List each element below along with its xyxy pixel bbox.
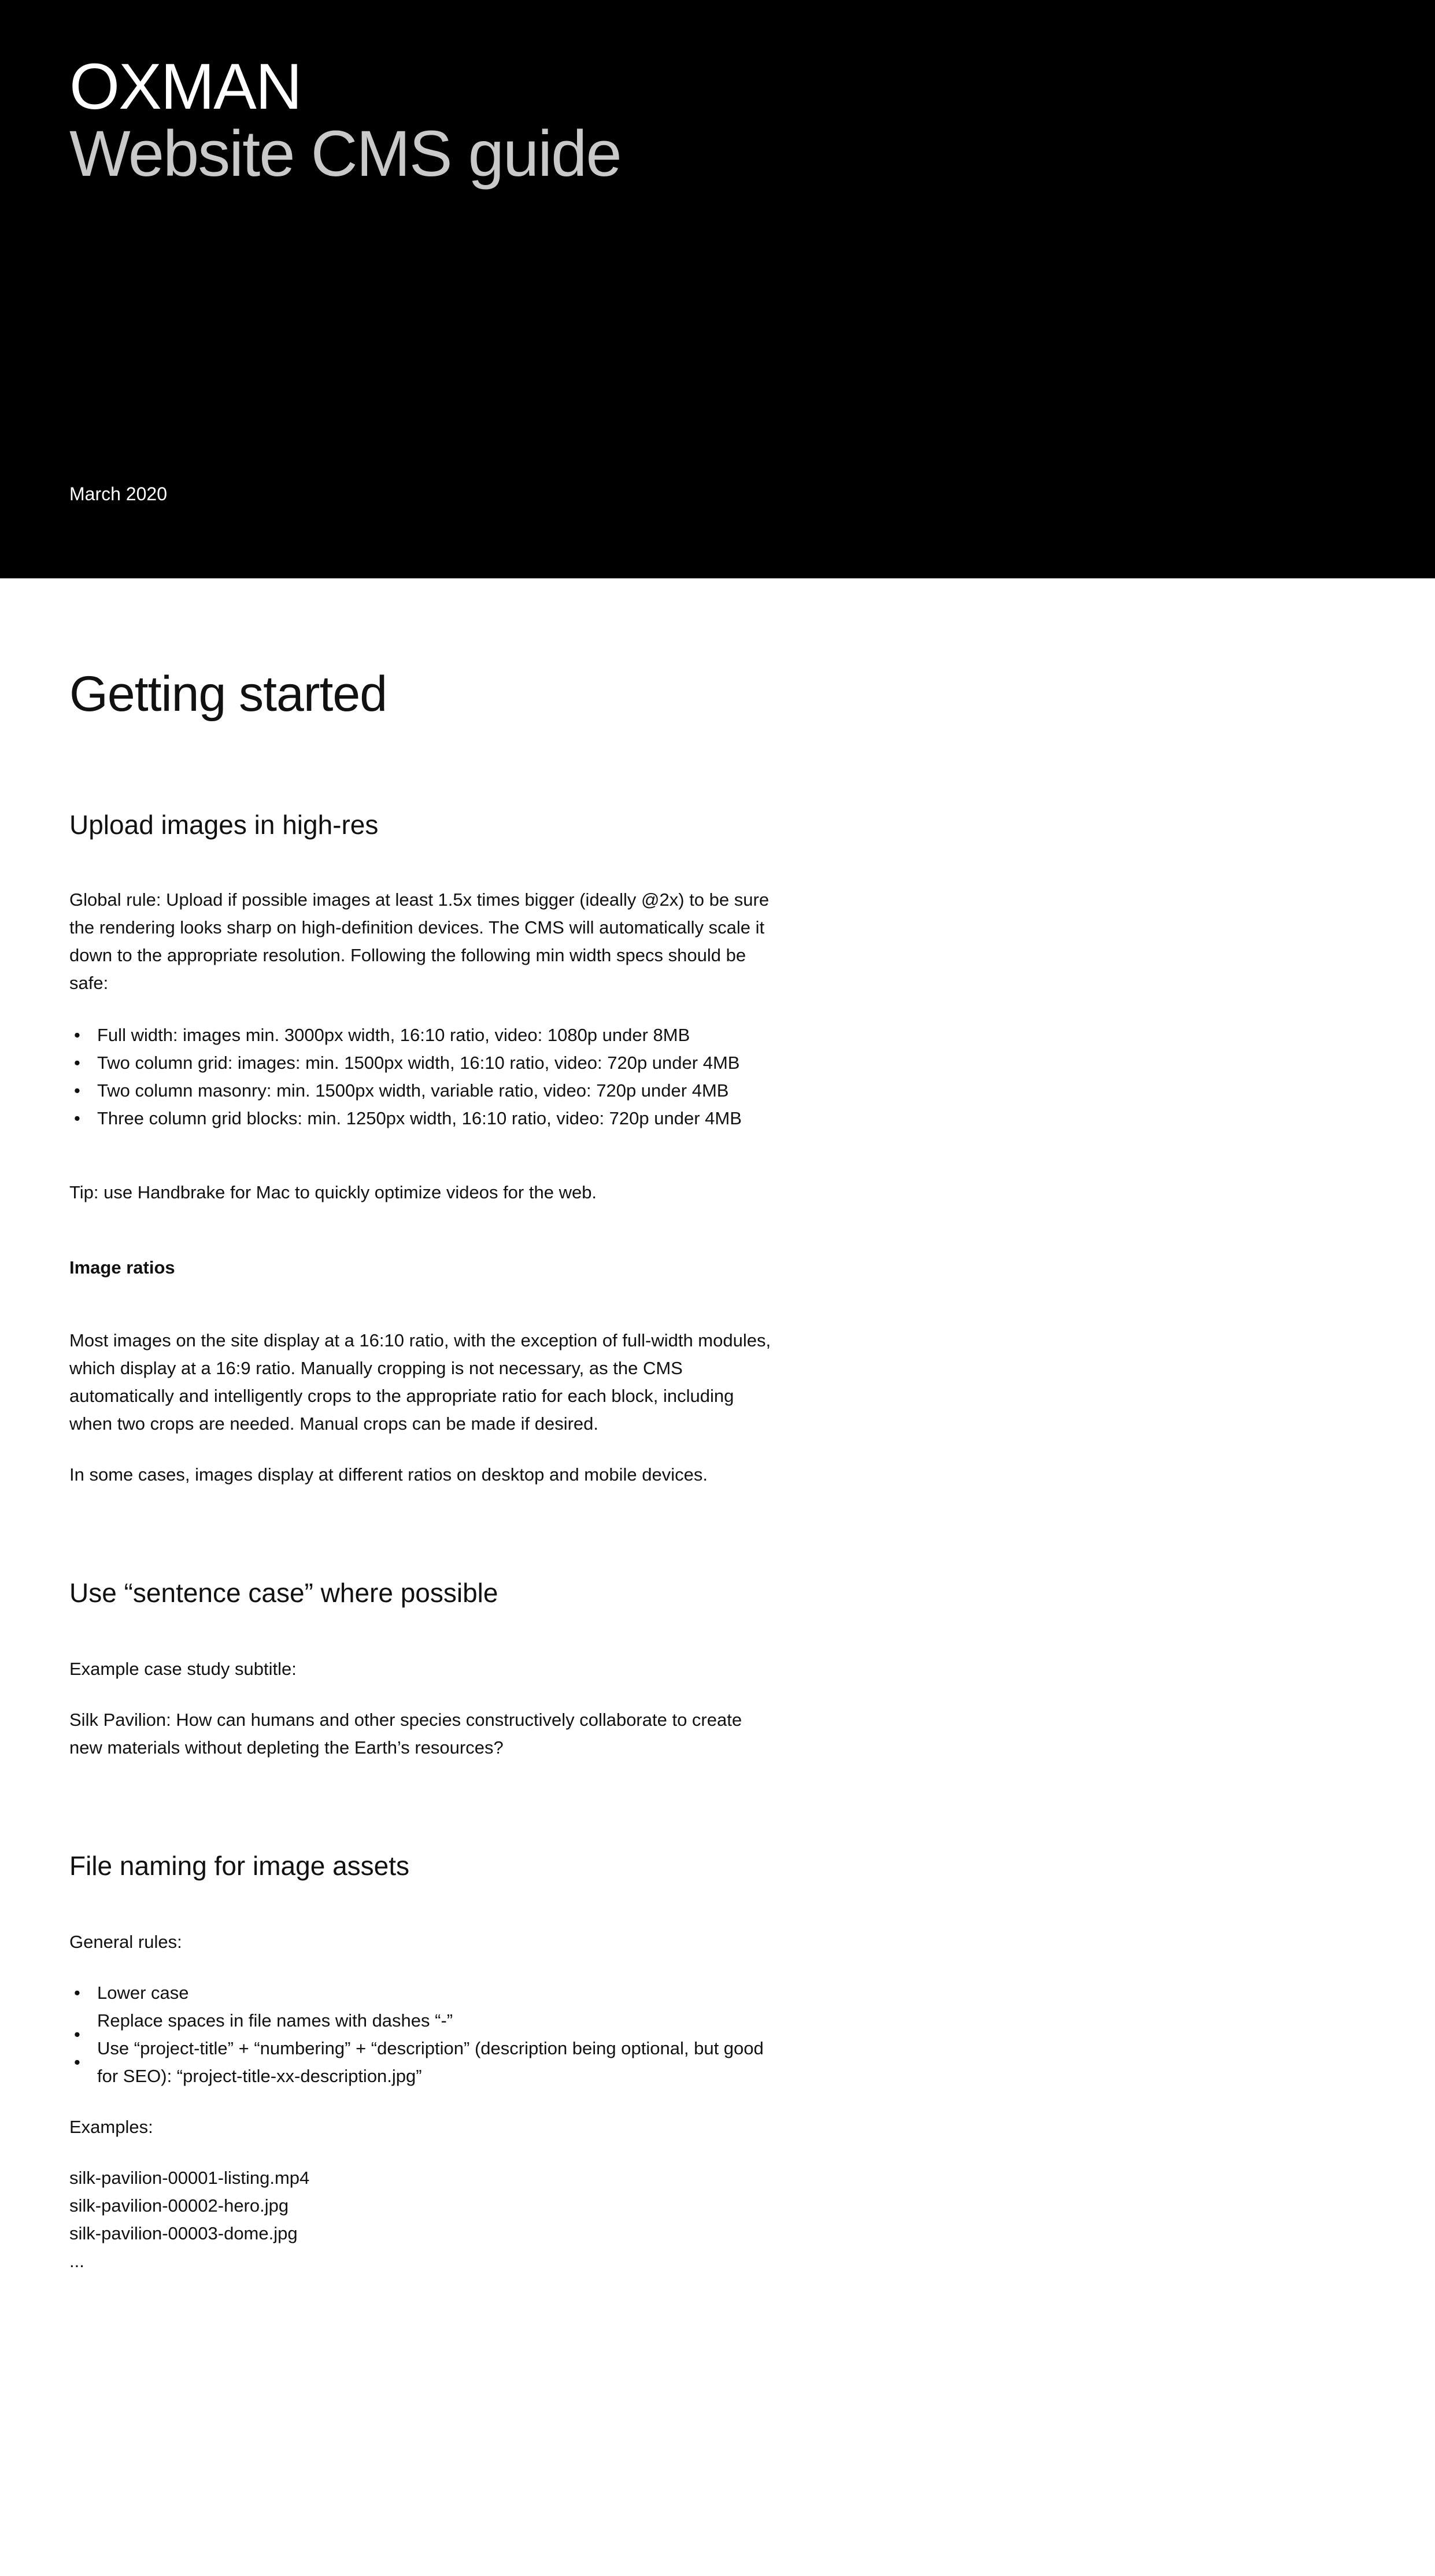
list-item: [69, 1077, 775, 1105]
bullet-icon: •: [74, 1108, 80, 1128]
image-ratios-paragraph: Most images on the site display at a 16:10 ratio, with the exception of full-width modules, which display at a 16:9 ratio. Manually cropping is not necessary, as the CMS automatically and intelligently crops to the appropriate ratio for each block, including when two crops are needed. Manual crops can be made if desired.: [69, 1330, 771, 1434]
upload-intro-paragraph: Global rule: Upload if possible images at least 1.5x times bigger (ideally @2x) to be sure the rendering looks sharp on high-definition devices. The CMS will automatically scale it down to the appropriate resolution. Following the following min width specs should be safe:: [69, 890, 770, 993]
file-name-example: ...: [69, 2251, 84, 2271]
bullet-icon: •: [74, 2052, 80, 2072]
hero-banner: [0, 0, 1435, 578]
handbrake-tip: Tip: use Handbrake for Mac to quickly optimize videos for the web.: [69, 1182, 597, 1202]
example-subtitle-text: Silk Pavilion: How can humans and other species constructively collaborate to create new materials without depleting the Earth’s resources?: [69, 1710, 742, 1758]
spec-text: Full width: images min. 3000px width, 16:10 ratio, video: 1080p under 8MB: [97, 1025, 690, 1045]
brand-title: OXMAN: [69, 50, 301, 123]
example-subtitle-label: Example case study subtitle:: [69, 1659, 297, 1679]
upload-specs-list: [69, 1021, 775, 1132]
document-date: March 2020: [69, 484, 167, 504]
examples-label: Examples:: [69, 2117, 153, 2137]
file-name-example: silk-pavilion-00001-listing.mp4: [69, 2168, 310, 2188]
bullet-icon: •: [74, 1080, 80, 1101]
file-name-example: silk-pavilion-00002-hero.jpg: [69, 2195, 289, 2216]
document-subtitle: Website CMS guide: [69, 117, 621, 190]
bullet-icon: •: [74, 1053, 80, 1073]
section-title-getting-started: Getting started: [69, 666, 387, 722]
list-item: [69, 1105, 775, 1132]
rule-text: Replace spaces in file names with dashes “-”: [97, 2010, 453, 2031]
bullet-icon: •: [74, 2024, 80, 2044]
spec-text: Two column masonry: min. 1500px width, variable ratio, video: 720p under 4MB: [97, 1080, 729, 1101]
file-naming-rules-list: [69, 1979, 775, 2090]
spec-text: Two column grid: images: min. 1500px width, 16:10 ratio, video: 720p under 4MB: [97, 1053, 740, 1073]
general-rules-label: General rules:: [69, 1932, 182, 1952]
file-name-examples: [69, 2164, 309, 2275]
rule-text: Use “project-title” + “numbering” + “description” (description being optional, but good for SEO): “project-title-xx-description.jpg”: [97, 2038, 764, 2086]
list-item: [69, 2035, 775, 2090]
bullet-icon: •: [74, 1983, 80, 2003]
spec-text: Three column grid blocks: min. 1250px width, 16:10 ratio, video: 720p under 4MB: [97, 1108, 742, 1128]
ratios-devices-paragraph: In some cases, images display at different ratios on desktop and mobile devices.: [69, 1464, 708, 1485]
list-item: [69, 2007, 775, 2044]
file-name-example: silk-pavilion-00003-dome.jpg: [69, 2223, 298, 2243]
heading-file-naming: File naming for image assets: [69, 1851, 410, 1881]
list-item: [69, 1021, 775, 1049]
heading-upload-images: Upload images in high-res: [69, 810, 379, 840]
heading-sentence-case: Use “sentence case” where possible: [69, 1578, 498, 1608]
image-ratios-heading: Image ratios: [69, 1257, 175, 1278]
list-item: [69, 1979, 775, 2007]
guide-content: [0, 578, 1435, 2576]
bullet-icon: •: [74, 1025, 80, 1045]
rule-text: Lower case: [97, 1983, 189, 2003]
list-item: [69, 1049, 775, 1077]
